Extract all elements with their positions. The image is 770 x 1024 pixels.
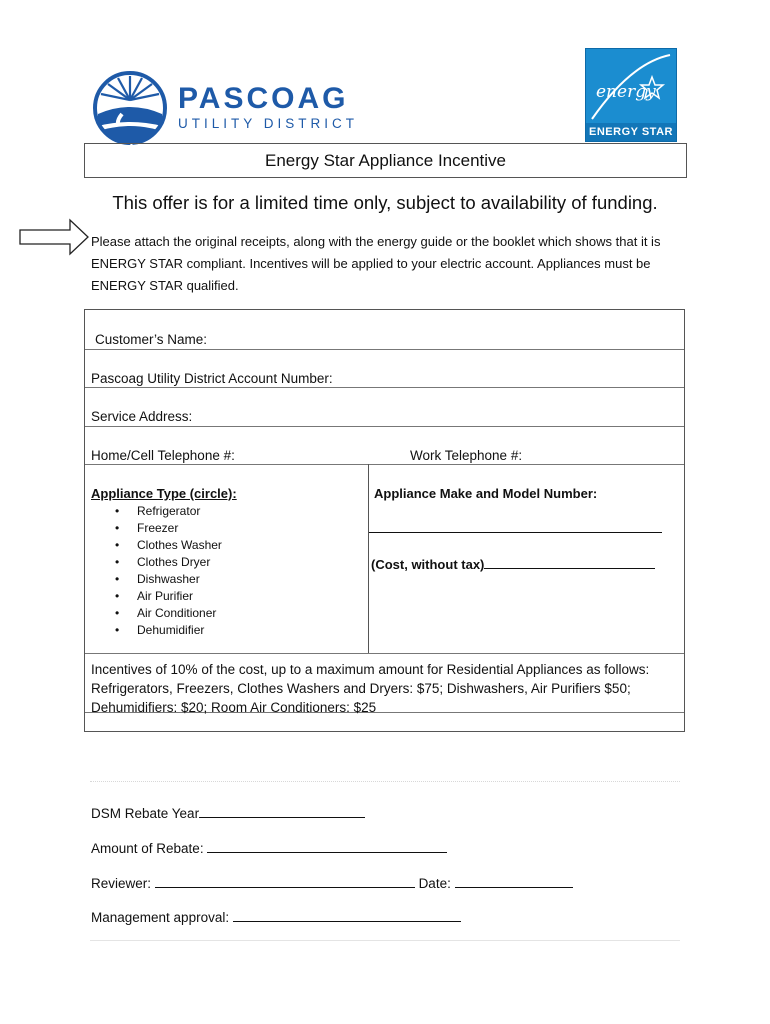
brand-subtitle: UTILITY DISTRICT [178,116,359,131]
application-form [84,309,685,732]
customer-name-field[interactable]: Customer’s Name: [95,332,208,347]
energy-star-logo [585,48,677,142]
management-label: Management approval: [91,910,230,925]
pascoag-logo [92,70,362,146]
energy-star-label: ENERGY STAR [586,123,676,141]
cost-label: (Cost, without tax) [371,557,485,572]
management-field[interactable] [91,907,461,925]
bullet-icon: • [115,555,120,569]
instructions: Please attach the original receipts, along with the energy guide or the booklet which shows that it is ENERGY STAR compliant. Incentives will be applied to your electric account. Appliances must be ENERGY STAR qualified. [91,234,661,293]
offer-text: This offer is for a limited time only, subject to availability of funding. [112,192,658,213]
appliance-option-label: Clothes Dryer [137,555,211,569]
work-phone-field[interactable]: Work Telephone #: [410,448,523,463]
page-divider [90,940,680,941]
right-arrow-icon [18,218,90,256]
amount-field[interactable] [91,838,447,856]
form-title: Energy Star Appliance Incentive [84,143,687,178]
row-divider [85,653,684,654]
appliance-option-label: Air Purifier [137,589,194,603]
bullet-icon: • [115,504,120,518]
row-divider [85,387,684,388]
make-model-label: Appliance Make and Model Number: [374,486,598,501]
rebate-year-label: DSM Rebate Year [91,806,200,821]
cost-field[interactable] [371,554,655,572]
appliance-type-label: Appliance Type (circle): [91,486,237,501]
pascoag-emblem-icon [92,70,170,146]
bullet-icon: • [115,589,120,603]
reviewer-label: Reviewer: [91,876,152,891]
bullet-icon: • [115,572,120,586]
appliance-option-label: Freezer [137,521,179,535]
management-input[interactable] [233,907,461,922]
bullet-icon: • [115,538,120,552]
row-divider [85,426,684,427]
brand-name: PASCOAG [178,82,349,115]
rebate-year-input[interactable] [199,803,365,818]
appliance-option[interactable] [115,537,222,554]
appliance-option[interactable] [115,503,222,520]
appliance-option[interactable] [115,588,222,605]
bullet-icon: • [115,606,120,620]
appliance-option[interactable] [115,622,222,639]
section-divider [90,781,680,782]
bullet-icon: • [115,623,120,637]
make-model-input[interactable] [369,532,662,533]
appliance-option[interactable] [115,554,222,571]
energy-star-emblem-icon [586,49,676,121]
home-phone-field[interactable]: Home/Cell Telephone #: [91,448,235,463]
appliance-option-label: Dishwasher [137,572,200,586]
appliance-option-label: Dehumidifier [137,623,205,637]
incentive-text: Incentives of 10% of the cost, up to a maximum amount for Residential Appliances as follows: Refrigerators, Freezers, Clothes Washers and Dryers: $75; Dishwashers, Air Purifiers $50; Dehumidifiers: $20; Room Air Conditioners: $25 [91,662,650,715]
appliance-list [115,503,222,639]
appliance-option[interactable] [115,605,222,622]
date-input[interactable] [455,873,573,888]
date-label: Date: [418,876,451,891]
energy-star-script: energy [596,82,656,102]
appliance-option-label: Air Conditioner [137,606,217,620]
row-divider [85,464,684,465]
reviewer-field[interactable] [91,873,573,891]
bullet-icon: • [115,521,120,535]
row-divider [85,349,684,350]
account-number-field[interactable]: Pascoag Utility District Account Number: [91,371,333,386]
reviewer-input[interactable] [155,873,415,888]
rebate-year-field[interactable] [91,803,365,821]
amount-input[interactable] [207,838,447,853]
service-address-field[interactable]: Service Address: [91,409,193,424]
amount-label: Amount of Rebate: [91,841,204,856]
appliance-option-label: Clothes Washer [137,538,222,552]
appliance-option[interactable] [115,520,222,537]
appliance-option[interactable] [115,571,222,588]
appliance-option-label: Refrigerator [137,504,201,518]
cost-input[interactable] [484,554,655,569]
column-divider [368,464,369,653]
